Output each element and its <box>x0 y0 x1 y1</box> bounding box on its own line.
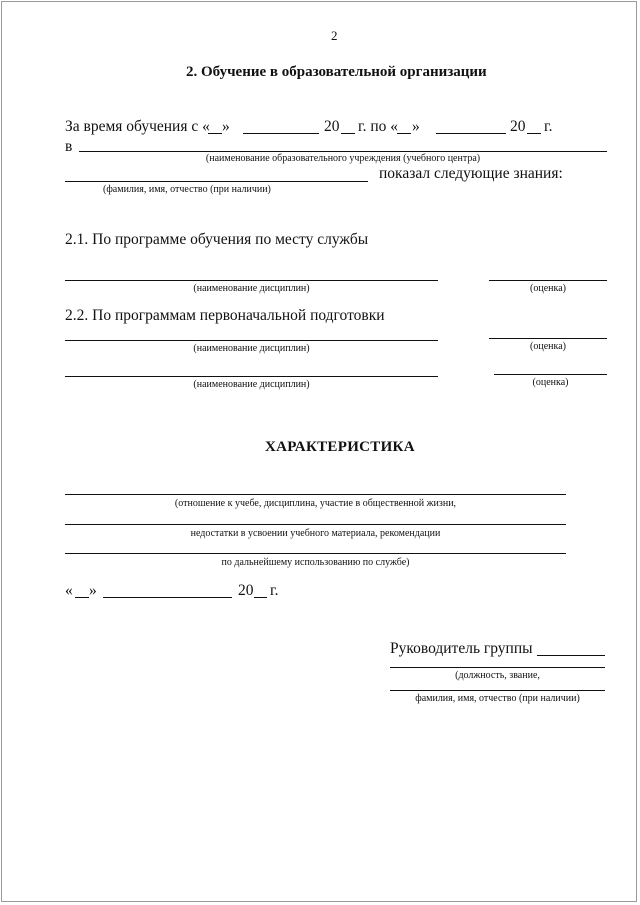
date-year-blank[interactable] <box>254 597 267 598</box>
period-quote-close-2: » <box>412 118 420 135</box>
subsection-2-title: 2.2. По программам первоначальной подготовки <box>65 307 385 324</box>
period-month-1-blank[interactable] <box>243 133 319 134</box>
signature-position-blank[interactable] <box>390 667 605 668</box>
date-month-blank[interactable] <box>103 597 232 598</box>
date-open-quote: « <box>65 582 73 599</box>
section-heading: 2. Обучение в образовательной организации <box>186 64 487 80</box>
subsection-2-discipline-caption-1: (наименование дисциплин) <box>193 343 310 354</box>
characteristic-caption-2: недостатки в усвоении учебного материала, рекомендации <box>190 528 441 539</box>
subsection-2-grade-blank-1[interactable] <box>489 338 607 339</box>
period-quote-close-1: » <box>222 118 230 135</box>
page-number: 2 <box>331 28 338 43</box>
period-day-1-blank[interactable] <box>208 133 222 134</box>
subsection-1-discipline-blank[interactable] <box>65 280 438 281</box>
institution-prefix: в <box>65 138 73 155</box>
period-day-2-blank[interactable] <box>397 133 411 134</box>
subsection-2-discipline-blank-1[interactable] <box>65 340 438 341</box>
subsection-2-grade-blank-2[interactable] <box>494 374 607 375</box>
date-year-prefix: 20 <box>238 582 254 599</box>
person-name-blank[interactable] <box>65 181 368 182</box>
date-year-suffix: г. <box>270 582 279 599</box>
signature-blank[interactable] <box>537 655 605 656</box>
subsection-1-grade-caption: (оценка) <box>530 283 566 294</box>
subsection-1-discipline-caption: (наименование дисциплин) <box>193 283 310 294</box>
period-year-prefix-1: 20 <box>324 118 340 135</box>
subsection-2-grade-caption-1: (оценка) <box>530 341 566 352</box>
period-label: За время обучения с « <box>65 118 210 135</box>
period-month-2-blank[interactable] <box>436 133 506 134</box>
period-year-suffix-1: г. по « <box>358 118 399 135</box>
period-year-2-blank[interactable] <box>527 133 541 134</box>
date-day-blank[interactable] <box>75 597 89 598</box>
characteristic-blank-1[interactable] <box>65 494 566 495</box>
signature-name-blank[interactable] <box>390 690 605 691</box>
signature-label: Руководитель группы <box>390 640 533 657</box>
subsection-2-discipline-caption-2: (наименование дисциплин) <box>193 379 310 390</box>
signature-caption-1: (должность, звание, <box>455 670 540 681</box>
period-year-suffix-2: г. <box>544 118 553 135</box>
result-text: показал следующие знания: <box>379 165 563 182</box>
institution-caption: (наименование образовательного учреждения (учебного центра) <box>205 153 481 164</box>
characteristic-title: ХАРАКТЕРИСТИКА <box>265 439 415 455</box>
person-caption: (фамилия, имя, отчество (при наличии) <box>103 184 271 195</box>
subsection-1-grade-blank[interactable] <box>489 280 607 281</box>
subsection-2-discipline-blank-2[interactable] <box>65 376 438 377</box>
subsection-2-grade-caption-2: (оценка) <box>532 377 569 388</box>
characteristic-caption-3: по дальнейшему использованию по службе) <box>221 557 410 568</box>
characteristic-blank-2[interactable] <box>65 524 566 525</box>
period-year-1-blank[interactable] <box>341 133 355 134</box>
characteristic-blank-3[interactable] <box>65 553 566 554</box>
period-year-prefix-2: 20 <box>510 118 526 135</box>
subsection-1-title: 2.1. По программе обучения по месту службы <box>65 231 369 248</box>
institution-blank[interactable] <box>79 151 607 152</box>
characteristic-caption-1: (отношение к учебе, дисциплина, участие в общественной жизни, <box>174 498 457 509</box>
signature-caption-2: фамилия, имя, отчество (при наличии) <box>415 693 580 704</box>
date-close-quote: » <box>89 582 97 599</box>
